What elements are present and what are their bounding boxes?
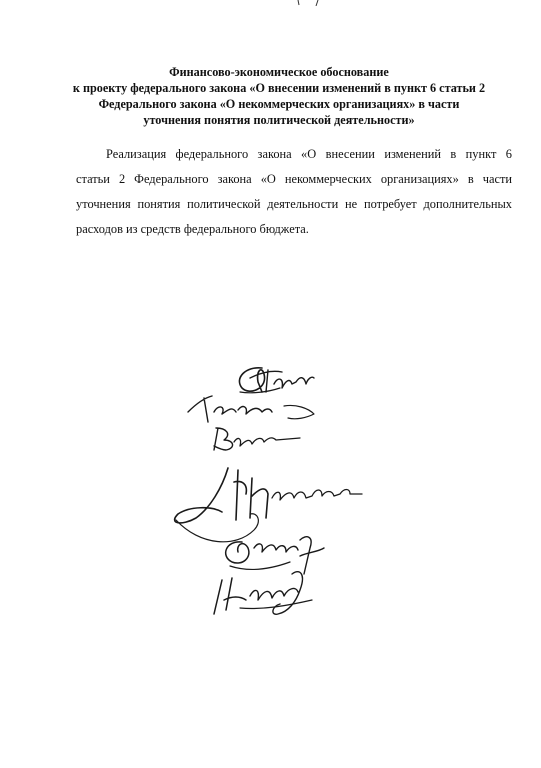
- body-line-4: расходов из средств федерального бюджета.: [76, 222, 309, 236]
- signature-6: [214, 572, 312, 615]
- signature-3: [214, 428, 300, 450]
- body-line-1: Реализация федерального закона «О внесении изменений в пункт 6: [106, 147, 512, 161]
- signature-5: [226, 537, 324, 574]
- title-line-2: к проекту федерального закона «О внесении изменений в пункт 6 статьи 2: [72, 81, 486, 95]
- signature-4: [175, 468, 362, 542]
- body-line-3: уточнения понятия политической деятельности не потребует дополнительных: [76, 197, 512, 211]
- document-title: [40, 64, 518, 128]
- body-paragraph: [76, 142, 512, 242]
- title-line-4: уточнения понятия политической деятельности»: [143, 113, 415, 127]
- body-line-2: статьи 2 Федерального закона «О некоммерческих организациях» в части: [76, 172, 512, 186]
- scan-artifact-mark: [296, 0, 336, 6]
- signature-1: [239, 368, 314, 393]
- signature-2: [188, 396, 314, 422]
- title-line-1: Финансово-экономическое обоснование: [169, 65, 389, 79]
- title-line-3: Федерального закона «О некоммерческих организациях» в части: [98, 97, 460, 111]
